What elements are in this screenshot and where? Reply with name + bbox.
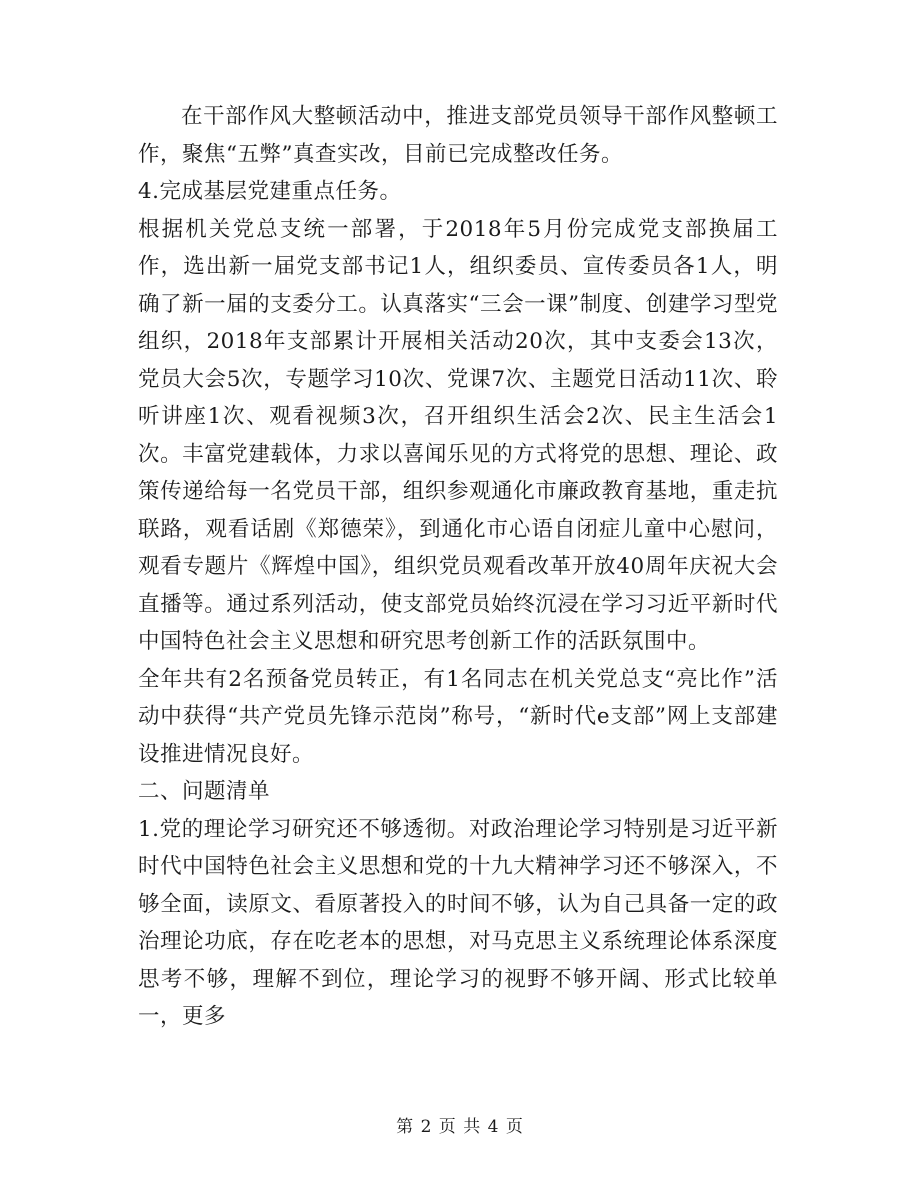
- paragraph-member-promotion: 全年共有2名预备党员转正，有1名同志在机关党总支“亮比作”活动中获得“共产党员先锋示范岗”称号，“新时代e支部”网上支部建设推进情况良好。: [138, 666, 778, 767]
- paragraph-style-rectification: 在干部作风大整顿活动中，推进支部党员领导干部作风整顿工作，聚焦“五弊”真查实改，目前已完成整改任务。: [138, 104, 778, 167]
- paragraph-party-building: 根据机关党总支统一部署，于2018年5月份完成党支部换届工作，选出新一届党支部书记1人，组织委员、宣传委员各1人，明确了新一届的支委分工。认真落实“三会一课”制度、创建学习型党组织，2018年支部累计开展相关活动20次，其中支委会13次，党员大会5次，专题学习10次、党课7次、主题党日活动11次、聆听讲座1次、观看视频3次，召开组织生活会2次、民主生活会1次。丰富党建载体，力求以喜闻乐见的方式将党的思想、理论、政策传递给每一名党员干部，组织参观通化市廉政教育基地，重走抗联路，观看话剧《郑德荣》，到通化市心语自闭症儿童中心慰问，观看专题片《辉煌中国》，组织党员观看改革开放40周年庆祝大会直播等。通过系列活动，使支部党员始终沉浸在学习习近平新时代中国特色社会主义思想和研究思考创新工作的活跃氛围中。: [138, 216, 778, 654]
- paragraph-heading-4: 4.完成基层党建重点任务。: [138, 179, 402, 204]
- section-heading-problem-list: 二、问题清单: [138, 779, 271, 804]
- page-footer: [0, 1112, 920, 1137]
- page-number: 第 2 页 共 4 页: [396, 1117, 524, 1137]
- document-body: [138, 98, 778, 1036]
- paragraph-problem-1: 1.党的理论学习研究还不够透彻。对政治理论学习特别是习近平新时代中国特色社会主义思想和党的十九大精神学习还不够深入，不够全面，读原文、看原著投入的时间不够，认为自己具备一定的政治理论功底，存在吃老本的思想，对马克思主义系统理论体系深度思考不够，理解不到位，理论学习的视野不够开阔、形式比较单一，更多: [138, 816, 778, 1029]
